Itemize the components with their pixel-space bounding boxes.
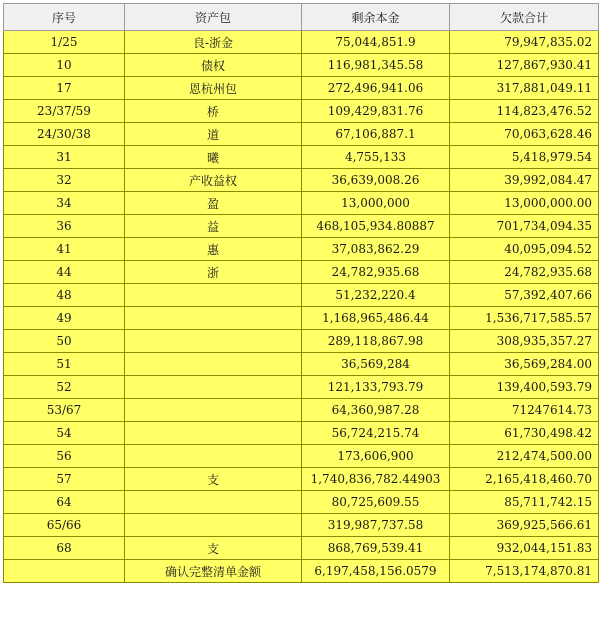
row-asset-package: 债权 xyxy=(125,54,302,77)
row-remaining-principal: 75,044,851.9 xyxy=(302,31,450,54)
row-asset-package xyxy=(125,445,302,468)
row-asset-package xyxy=(125,514,302,537)
row-remaining-principal: 67,106,887.1 xyxy=(302,123,450,146)
row-index: 51 xyxy=(4,353,125,376)
row-asset-package xyxy=(125,376,302,399)
table-row xyxy=(4,284,599,307)
row-asset-package: 惠 xyxy=(125,238,302,261)
row-total-owed: 317,881,049.11 xyxy=(450,77,599,100)
row-asset-package: 产收益权 xyxy=(125,169,302,192)
row-asset-package xyxy=(125,353,302,376)
row-remaining-principal: 1,168,965,486.44 xyxy=(302,307,450,330)
table-row xyxy=(4,422,599,445)
row-asset-package: 桥 xyxy=(125,100,302,123)
row-remaining-principal: 80,725,609.55 xyxy=(302,491,450,514)
row-asset-package: 浙 xyxy=(125,261,302,284)
table-row xyxy=(4,514,599,537)
row-remaining-principal: 109,429,831.76 xyxy=(302,100,450,123)
row-asset-package: 支 xyxy=(125,537,302,560)
row-index: 1/25 xyxy=(4,31,125,54)
header-remaining-principal: 剩余本金 xyxy=(302,4,450,31)
row-asset-package xyxy=(125,422,302,445)
row-total-owed: 1,536,717,585.57 xyxy=(450,307,599,330)
table-row xyxy=(4,169,599,192)
table-row xyxy=(4,77,599,100)
row-asset-package xyxy=(125,284,302,307)
row-total-owed: 85,711,742.15 xyxy=(450,491,599,514)
row-total-owed: 212,474,500.00 xyxy=(450,445,599,468)
row-asset-package xyxy=(125,399,302,422)
table-row xyxy=(4,445,599,468)
header-asset-package: 资产包 xyxy=(125,4,302,31)
header-row xyxy=(4,4,599,31)
row-index: 48 xyxy=(4,284,125,307)
table-row xyxy=(4,100,599,123)
table-row xyxy=(4,537,599,560)
row-remaining-principal: 56,724,215.74 xyxy=(302,422,450,445)
row-asset-package xyxy=(125,307,302,330)
row-remaining-principal: 468,105,934.80887 xyxy=(302,215,450,238)
table-row xyxy=(4,468,599,491)
row-index: 65/66 xyxy=(4,514,125,537)
table-row xyxy=(4,330,599,353)
row-asset-package: 良-浙金 xyxy=(125,31,302,54)
row-asset-package: 支 xyxy=(125,468,302,491)
row-index: 10 xyxy=(4,54,125,77)
row-total-owed: 127,867,930.41 xyxy=(450,54,599,77)
summary-label: 确认完整清单金额 xyxy=(125,560,302,583)
row-total-owed: 701,734,094.35 xyxy=(450,215,599,238)
row-index: 49 xyxy=(4,307,125,330)
row-total-owed: 36,569,284.00 xyxy=(450,353,599,376)
table-row xyxy=(4,123,599,146)
row-asset-package xyxy=(125,491,302,514)
row-index: 23/37/59 xyxy=(4,100,125,123)
row-remaining-principal: 24,782,935.68 xyxy=(302,261,450,284)
table-row xyxy=(4,54,599,77)
row-total-owed: 13,000,000.00 xyxy=(450,192,599,215)
row-index: 56 xyxy=(4,445,125,468)
table-row xyxy=(4,491,599,514)
header-index: 序号 xyxy=(4,4,125,31)
row-index: 41 xyxy=(4,238,125,261)
row-asset-package xyxy=(125,330,302,353)
row-remaining-principal: 121,133,793.79 xyxy=(302,376,450,399)
summary-index-cell xyxy=(4,560,125,583)
row-remaining-principal: 319,987,737.58 xyxy=(302,514,450,537)
row-index: 54 xyxy=(4,422,125,445)
table-row xyxy=(4,215,599,238)
row-asset-package: 盈 xyxy=(125,192,302,215)
table-row xyxy=(4,376,599,399)
row-total-owed: 61,730,498.42 xyxy=(450,422,599,445)
summary-row xyxy=(4,560,599,583)
row-index: 31 xyxy=(4,146,125,169)
row-remaining-principal: 116,981,345.58 xyxy=(302,54,450,77)
table-row xyxy=(4,238,599,261)
row-total-owed: 308,935,357.27 xyxy=(450,330,599,353)
row-index: 52 xyxy=(4,376,125,399)
row-remaining-principal: 37,083,862.29 xyxy=(302,238,450,261)
row-total-owed: 79,947,835.02 xyxy=(450,31,599,54)
row-remaining-principal: 289,118,867.98 xyxy=(302,330,450,353)
row-index: 68 xyxy=(4,537,125,560)
summary-principal: 6,197,458,156.0579 xyxy=(302,560,450,583)
row-total-owed: 57,392,407.66 xyxy=(450,284,599,307)
row-total-owed: 39,992,084.47 xyxy=(450,169,599,192)
row-index: 53/67 xyxy=(4,399,125,422)
row-index: 57 xyxy=(4,468,125,491)
table-row xyxy=(4,31,599,54)
table-row xyxy=(4,307,599,330)
row-index: 64 xyxy=(4,491,125,514)
row-remaining-principal: 51,232,220.4 xyxy=(302,284,450,307)
row-remaining-principal: 868,769,539.41 xyxy=(302,537,450,560)
table-row xyxy=(4,146,599,169)
row-remaining-principal: 1,740,836,782.44903 xyxy=(302,468,450,491)
row-remaining-principal: 272,496,941.06 xyxy=(302,77,450,100)
row-total-owed: 2,165,418,460.70 xyxy=(450,468,599,491)
row-total-owed: 139,400,593.79 xyxy=(450,376,599,399)
row-total-owed: 114,823,476.52 xyxy=(450,100,599,123)
row-asset-package: 益 xyxy=(125,215,302,238)
row-total-owed: 70,063,628.46 xyxy=(450,123,599,146)
row-index: 36 xyxy=(4,215,125,238)
row-index: 50 xyxy=(4,330,125,353)
row-remaining-principal: 36,569,284 xyxy=(302,353,450,376)
row-total-owed: 369,925,566.61 xyxy=(450,514,599,537)
table-row xyxy=(4,192,599,215)
row-asset-package: 曦 xyxy=(125,146,302,169)
row-total-owed: 932,044,151.83 xyxy=(450,537,599,560)
table-row xyxy=(4,399,599,422)
table-row xyxy=(4,261,599,284)
row-total-owed: 5,418,979.54 xyxy=(450,146,599,169)
table-body xyxy=(4,31,599,560)
row-index: 17 xyxy=(4,77,125,100)
row-index: 24/30/38 xyxy=(4,123,125,146)
table-row xyxy=(4,353,599,376)
row-total-owed: 24,782,935.68 xyxy=(450,261,599,284)
summary-total: 7,513,174,870.81 xyxy=(450,560,599,583)
asset-package-table xyxy=(3,3,599,583)
row-asset-package: 道 xyxy=(125,123,302,146)
row-index: 34 xyxy=(4,192,125,215)
row-remaining-principal: 36,639,008.26 xyxy=(302,169,450,192)
row-total-owed: 40,095,094.52 xyxy=(450,238,599,261)
row-remaining-principal: 64,360,987.28 xyxy=(302,399,450,422)
row-total-owed: 71247614.73 xyxy=(450,399,599,422)
header-total-owed: 欠款合计 xyxy=(450,4,599,31)
row-remaining-principal: 4,755,133 xyxy=(302,146,450,169)
row-index: 44 xyxy=(4,261,125,284)
row-remaining-principal: 13,000,000 xyxy=(302,192,450,215)
row-index: 32 xyxy=(4,169,125,192)
row-remaining-principal: 173,606,900 xyxy=(302,445,450,468)
row-asset-package: 恩杭州包 xyxy=(125,77,302,100)
asset-package-table-container xyxy=(3,3,599,583)
